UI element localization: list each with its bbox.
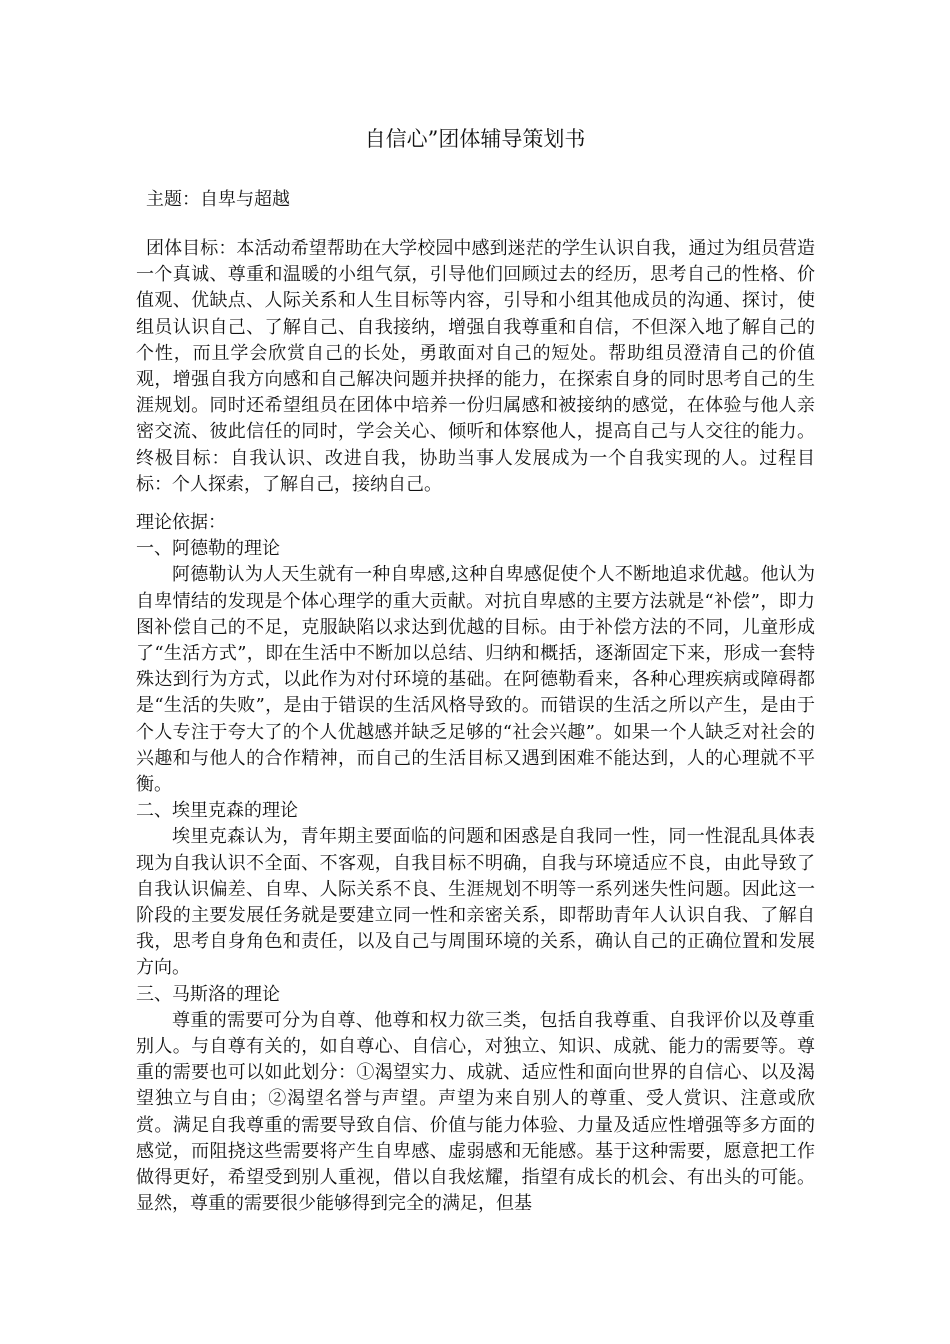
section-heading-erikson: 二、埃里克森的理论	[136, 800, 298, 822]
section-body-adler: 阿德勒认为人天生就有一种自卑感,这种自卑感促使个人不断地追求优越。他认为自卑情结的发现是个体心理学的重大贡献。对抗自卑感的主要方法就是“补偿”，即力图补偿自己的不足，克服缺陷以求达到优越的目标。由于补偿方法的不同，儿童形成了“生活方式”，即在生活中不断加以总结、归纳和概括，逐渐固定下来，形成一套特殊达到行为方式，以此作为对付环境的基础。在阿德勒看来，各种心理疾病或障碍都是“生活的失败”，是由于错误的生活风格导致的。而错误的生活之所以产生，是由于个人专注于夸大了的个人优越感并缺乏足够的“社会兴趣”。如果一个人缺乏对社会的兴趣和与他人的合作精神，而自己的生活目标又遇到困难不能达到，人的心理就不平衡。	[136, 564, 815, 796]
section-heading-maslow: 三、马斯洛的理论	[136, 983, 280, 1005]
section-body-erikson: 埃里克森认为，青年期主要面临的问题和困惑是自我同一性，同一性混乱具体表现为自我认识不全面、不客观，自我目标不明确，自我与环境适应不良，由此导致了自我认识偏差、自卑、人际关系不良、生涯规划不明等一系列迷失性问题。因此这一阶段的主要发展任务就是要建立同一性和亲密关系，即帮助青年人认识自我、了解自我，思考自身角色和责任，以及自己与周围环境的关系，确认自己的正确位置和发展方向。	[136, 826, 815, 979]
document-title: 自信心”团体辅导策划书	[364, 127, 586, 151]
section-body-maslow: 尊重的需要可分为自尊、他尊和权力欲三类，包括自我尊重、自我评价以及尊重别人。与自尊有关的，如自尊心、自信心，对独立、知识、成就、能力的需要等。尊重的需要也可以如此划分：①渴望实力、成就、适应性和面向世界的自信心、以及渴望独立与自由；②渴望名誉与声望。声望为来自别人的尊重、受人赏识、注意或欣赏。满足自我尊重的需要导致自信、价值与能力体验、力量及适应性增强等多方面的感觉，而阻挠这些需要将产生自卑感、虚弱感和无能感。基于这种需要，愿意把工作做得更好，希望受到别人重视，借以自我炫耀，指望有成长的机会、有出头的可能。显然，尊重的需要很少能够得到完全的满足，但基	[136, 1009, 815, 1215]
theory-section	[136, 510, 815, 1217]
section-heading-adler: 一、阿德勒的理论	[136, 538, 280, 560]
group-goal-paragraph: 团体目标：本活动希望帮助在大学校园中感到迷茫的学生认识自我，通过为组员营造一个真诚、尊重和温暖的小组气氛，引导他们回顾过去的经历，思考自己的性格、价值观、优缺点、人际关系和人生目标等内容，引导和小组其他成员的沟通、探讨，使组员认识自己、了解自己、自我接纳，增强自我尊重和自信，不但深入地了解自己的个性，而且学会欣赏自己的长处，勇敢面对自己的短处。帮助组员澄清自己的价值观，增强自我方向感和自己解决问题并抉择的能力，在探索自身的同时思考自己的生涯规划。同时还希望组员在团体中培养一份归属感和被接纳的感觉，在体验与他人亲密交流、彼此信任的同时，学会关心、倾听和体察他人，提高自己与人交往的能力。终极目标：自我认识、改进自我，协助当事人发展成为一个自我实现的人。过程目标：个人探索，了解自己，接纳自己。	[136, 238, 815, 495]
theme-line: 主题：自卑与超越	[146, 189, 290, 210]
theory-heading: 理论依据：	[136, 512, 226, 533]
